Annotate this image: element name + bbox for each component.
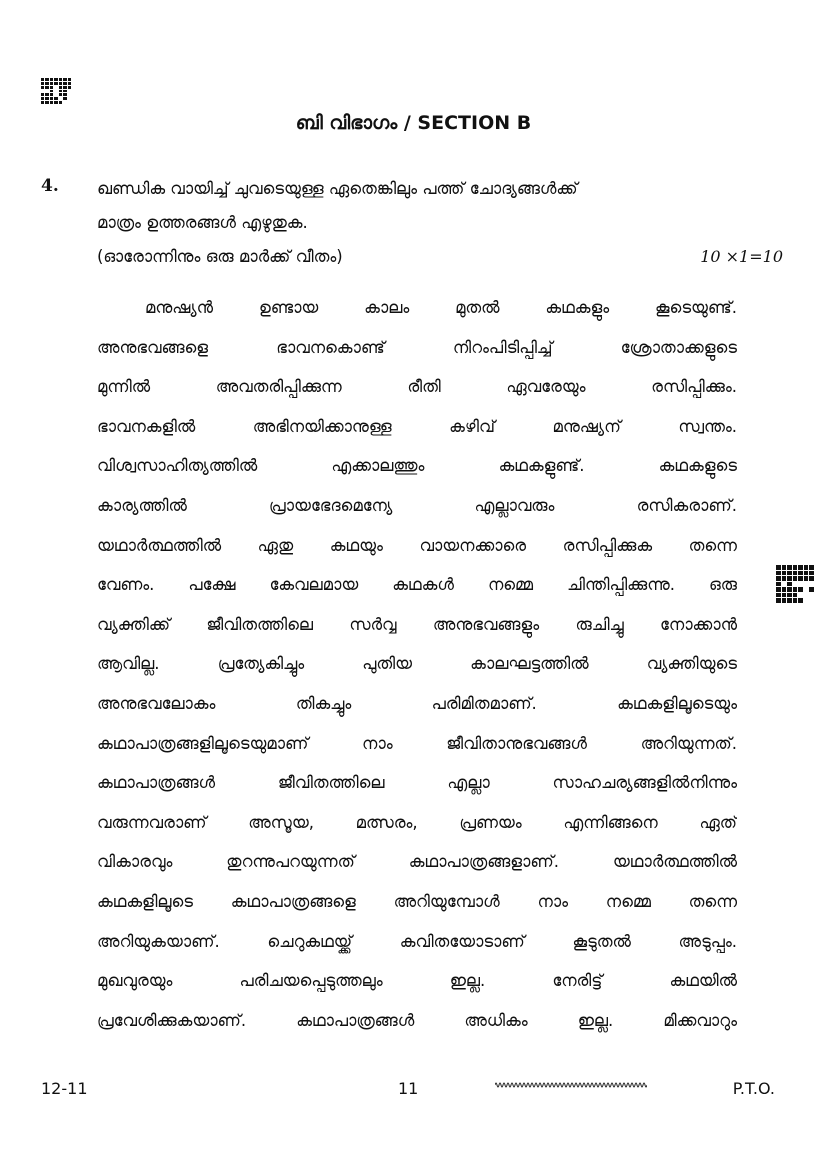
- passage-line: അറിയുകയാണ്. ചെറുകഥയ്ക്ക് കവിതയോടാണ് കൂടുതൽ അടുപ്പം.: [97, 931, 737, 951]
- passage-line: കാര്യത്തിൽ പ്രായഭേദമെന്യേ എല്ലാവരും രസികരാണ്.: [97, 495, 737, 515]
- question-instruction: [97, 172, 787, 240]
- qr-code-icon: [41, 78, 71, 104]
- passage-line: പ്രവേശിക്കുകയാണ്. കഥാപാത്രങ്ങൾ അധികം ഇല്ല. മിക്കവാറും: [97, 1010, 737, 1030]
- marks-value: 10 ×1=10: [700, 247, 783, 266]
- passage-line: വരുന്നവരാണ് അസൂയ, മത്സരം, പ്രണയം എന്നിങ്ങനെ ഏത്: [97, 812, 737, 832]
- passage-line: വികാരവും തുറന്നുപറയുന്നത് കഥാപാത്രങ്ങളാണ്. യഥാർത്ഥത്തിൽ: [97, 852, 737, 872]
- passage-line: വ്യക്തിക്ക് ജീവിതത്തിലെ സർവ്വ അനുഭവങ്ങളും രുചിച്ചു നോക്കാൻ: [97, 614, 737, 634]
- paper-code: 12-11: [41, 1079, 88, 1098]
- passage-line: ഭാവനകളിൽ അഭിനയിക്കാനുള്ള കഴിവ് മനുഷ്യന് സ്വന്തം.: [97, 416, 737, 436]
- wavy-line-decoration: [495, 1079, 647, 1091]
- passage-line: യഥാർത്ഥത്തിൽ ഏതു കഥയും വായനക്കാരെ രസിപ്പിക്കുക തന്നെ: [97, 535, 737, 555]
- page-number: 11: [398, 1079, 419, 1098]
- passage-line: വേണം. പക്ഷേ കേവലമായ കഥകൾ നമ്മെ ചിന്തിപ്പിക്കുന്നു. ഒരു: [97, 575, 737, 595]
- instruction-line: മാത്രം ഉത്തരങ്ങൾ എഴുതുക.: [97, 213, 308, 232]
- passage-line: കഥാപാത്രങ്ങൾ ജീവിതത്തിലെ എല്ലാ സാഹചര്യങ്ങളിൽനിന്നും: [97, 773, 737, 793]
- marks-note: (ഓരോന്നിനും ഒരു മാർക്ക് വീതം): [97, 247, 343, 266]
- passage-line: വിശ്വസാഹിത്യത്തിൽ എക്കാലത്തും കഥകളുണ്ട്. കഥകളുടെ: [97, 456, 737, 476]
- please-turn-over: P.T.O.: [732, 1079, 775, 1098]
- question-number: 4.: [41, 176, 59, 196]
- passage-line: ആവില്ല. പ്രത്യേകിച്ചും പുതിയ കാലഘട്ടത്തിൽ വ്യക്തിയുടെ: [97, 654, 737, 674]
- passage-line: മനുഷ്യൻ ഉണ്ടായ കാലം മുതൽ കഥകളും കൂടെയുണ്ട്.: [145, 298, 737, 317]
- qr-code-icon: [776, 565, 814, 603]
- passage-line: മുന്നിൽ അവതരിപ്പിക്കുന്ന രീതി ഏവരേയും രസിപ്പിക്കും.: [97, 377, 737, 397]
- passage-line: മുഖവുരയും പരിചയപ്പെടുത്തലും ഇല്ല. നേരിട്ട് കഥയിൽ: [97, 971, 737, 991]
- section-title: ബി വിഭാഗം / SECTION B: [295, 112, 532, 134]
- marks-row: [97, 240, 787, 274]
- passage-line: കഥകളിലൂടെ കഥാപാത്രങ്ങളെ അറിയുമ്പോൾ നാം നമ്മെ തന്നെ: [97, 891, 737, 911]
- instruction-line: ഖണ്ഡിക വായിച്ച് ചുവടെയുള്ള ഏതെങ്കിലും പത്ത് ചോദ്യങ്ങൾക്ക്: [97, 179, 578, 198]
- reading-passage: [97, 288, 737, 1040]
- passage-line: അനുഭവങ്ങളെ ഭാവനകൊണ്ട് നിറംപിടിപ്പിച്ച് ശ്രോതാക്കളുടെ: [97, 337, 737, 357]
- passage-line: അനുഭവലോകം തികച്ചും പരിമിതമാണ്. കഥകളിലൂടെയും: [97, 693, 737, 713]
- passage-line: കഥാപാത്രങ്ങളിലൂടെയുമാണ് നാം ജീവിതാനുഭവങ്ങൾ അറിയുന്നത്.: [97, 733, 737, 753]
